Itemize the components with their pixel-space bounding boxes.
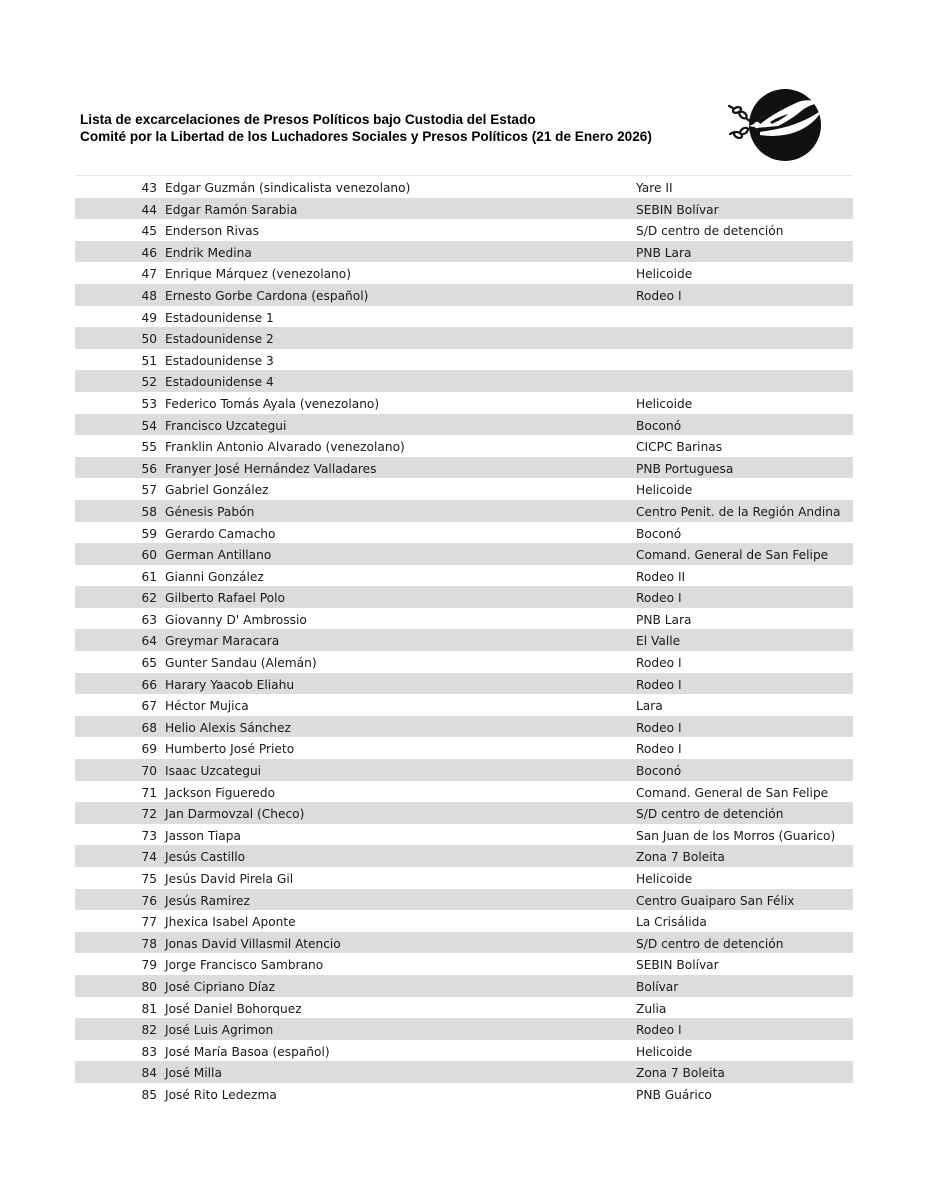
dove-broken-chain-logo-icon — [726, 88, 826, 162]
table-row — [75, 673, 853, 695]
table-row — [75, 370, 853, 392]
table-row — [75, 716, 853, 738]
row-number: 45 — [141, 224, 157, 239]
table-row — [75, 457, 853, 479]
document-header — [80, 111, 700, 145]
prisoner-name: Estadounidense 3 — [165, 353, 274, 368]
table-row — [75, 349, 853, 371]
detention-place: SEBIN Bolívar — [636, 958, 719, 973]
detention-place: Helicoide — [636, 872, 693, 886]
row-number: 66 — [141, 677, 157, 692]
table-row — [75, 759, 853, 781]
row-number: 57 — [141, 483, 157, 498]
table-row — [75, 932, 853, 954]
row-number: 81 — [141, 1001, 157, 1016]
detention-place: Comand. General de San Felipe — [636, 548, 829, 563]
row-number: 68 — [141, 720, 157, 735]
table-row — [75, 1061, 853, 1083]
row-number: 61 — [141, 569, 157, 584]
table-row — [75, 953, 853, 975]
detention-place: Rodeo II — [636, 569, 686, 584]
prisoner-name: Federico Tomás Ayala (venezolano) — [165, 396, 380, 411]
row-number: 82 — [141, 1023, 157, 1038]
prisoner-name: Franyer José Hernández Valladares — [165, 461, 377, 476]
row-number: 63 — [141, 612, 157, 627]
table-row — [75, 802, 853, 824]
prisoner-name: Gilberto Rafael Polo — [165, 591, 285, 606]
detention-place: Zona 7 Boleita — [636, 850, 725, 865]
detention-place: Helicoide — [636, 1044, 693, 1059]
detention-place: Zulia — [636, 1001, 667, 1016]
row-number: 65 — [141, 656, 157, 671]
prisoner-name: José María Basoa (español) — [165, 1044, 330, 1059]
row-number: 84 — [141, 1066, 157, 1081]
detention-place: Yare II — [636, 181, 673, 195]
row-number: 75 — [141, 872, 157, 886]
row-number: 83 — [141, 1044, 157, 1059]
detention-place: PNB Guárico — [636, 1087, 712, 1102]
prisoner-name: Gunter Sandau (Alemán) — [165, 656, 317, 671]
prisoner-name: Franklin Antonio Alvarado (venezolano) — [165, 440, 405, 455]
table-row — [75, 781, 853, 803]
detention-place: Lara — [636, 699, 663, 714]
detention-place: PNB Lara — [636, 612, 692, 627]
table-row — [75, 392, 853, 414]
prisoner-name: José Milla — [165, 1066, 222, 1081]
row-number: 72 — [141, 807, 157, 822]
detention-place: Rodeo I — [636, 1023, 682, 1038]
prisoner-name: Jan Darmovzal (Checo) — [165, 807, 305, 822]
table-row — [75, 435, 853, 457]
row-number: 52 — [141, 375, 157, 390]
prisoner-name: Helio Alexis Sánchez — [165, 720, 291, 735]
prisoner-name: Humberto José Prieto — [165, 742, 295, 757]
prisoner-name: Génesis Pabón — [165, 504, 255, 519]
document-subtitle: Comité por la Libertad de los Luchadores Sociales y Presos Políticos (21 de Enero 2026) — [80, 129, 652, 144]
row-number: 76 — [141, 893, 157, 908]
detention-place: Helicoide — [636, 396, 693, 411]
prisoner-table — [75, 176, 853, 1105]
detention-place: Rodeo I — [636, 591, 682, 606]
detention-place: Helicoide — [636, 267, 693, 282]
document-title: Lista de excarcelaciones de Presos Políticos bajo Custodia del Estado — [80, 112, 536, 127]
prisoner-name: Enderson Rivas — [165, 224, 259, 239]
prisoner-name: Estadounidense 4 — [165, 375, 274, 390]
prisoner-name: Jackson Figueredo — [165, 785, 276, 800]
detention-place: Boconó — [636, 764, 682, 779]
table-row — [75, 889, 853, 911]
prisoner-name: German Antillano — [165, 548, 272, 563]
row-number: 44 — [141, 202, 157, 217]
detention-place: Centro Penit. de la Región Andina — [636, 504, 841, 519]
table-row — [75, 500, 853, 522]
detention-place: Rodeo I — [636, 677, 682, 692]
table-row — [75, 306, 853, 328]
prisoner-name: Gerardo Camacho — [165, 526, 276, 541]
row-number: 58 — [141, 504, 157, 519]
prisoner-name: Jesús Ramirez — [165, 893, 250, 908]
row-number: 74 — [141, 850, 157, 865]
row-number: 64 — [141, 634, 157, 649]
prisoner-name: José Cipriano Díaz — [165, 979, 275, 994]
prisoner-name: Jesús David Pirela Gil — [165, 872, 294, 886]
table-row — [75, 997, 853, 1019]
table-row — [75, 910, 853, 932]
table-row — [75, 284, 853, 306]
row-number: 43 — [141, 181, 157, 195]
detention-place: Comand. General de San Felipe — [636, 785, 829, 800]
row-number: 71 — [141, 785, 157, 800]
table-row — [75, 629, 853, 651]
detention-place: Boconó — [636, 418, 682, 433]
table-row — [75, 737, 853, 759]
table-row — [75, 522, 853, 544]
table-row — [75, 262, 853, 284]
row-number: 56 — [141, 461, 157, 476]
table-row — [75, 586, 853, 608]
row-number: 47 — [141, 267, 157, 282]
detention-place: Zona 7 Boleita — [636, 1066, 725, 1081]
table-row — [75, 975, 853, 997]
detention-place: PNB Portuguesa — [636, 461, 734, 476]
row-number: 55 — [141, 440, 157, 455]
prisoner-name: Edgar Guzmán (sindicalista venezolano) — [165, 181, 411, 195]
row-number: 49 — [141, 310, 157, 325]
row-number: 59 — [141, 526, 157, 541]
table-row — [75, 1083, 853, 1105]
prisoner-name: Isaac Uzcategui — [165, 764, 262, 779]
detention-place: Helicoide — [636, 483, 693, 498]
table-row — [75, 565, 853, 587]
detention-place: Rodeo I — [636, 656, 682, 671]
table-row — [75, 651, 853, 673]
prisoner-name: Estadounidense 1 — [165, 310, 274, 325]
table-row — [75, 327, 853, 349]
prisoner-name: Harary Yaacob Eliahu — [165, 677, 295, 692]
row-number: 60 — [141, 548, 157, 563]
row-number: 77 — [141, 915, 157, 930]
prisoner-name: Gabriel González — [165, 483, 269, 498]
prisoner-name: José Rito Ledezma — [165, 1087, 277, 1102]
row-number: 67 — [141, 699, 157, 714]
prisoner-name: José Luis Agrimon — [165, 1023, 274, 1038]
prisoner-name: Ernesto Gorbe Cardona (español) — [165, 288, 369, 303]
table-row — [75, 241, 853, 263]
detention-place: S/D centro de detención — [636, 224, 784, 239]
prisoner-name: Jonas David Villasmil Atencio — [165, 936, 341, 951]
detention-place: Boconó — [636, 526, 682, 541]
detention-place: S/D centro de detención — [636, 807, 784, 822]
table-row — [75, 1018, 853, 1040]
detention-place: PNB Lara — [636, 245, 692, 260]
row-number: 62 — [141, 591, 157, 606]
row-number: 50 — [141, 332, 157, 347]
table-row — [75, 198, 853, 220]
table-row — [75, 414, 853, 436]
row-number: 46 — [141, 245, 157, 260]
prisoner-name: Giovanny D' Ambrossio — [165, 612, 307, 627]
table-row — [75, 694, 853, 716]
table-row — [75, 478, 853, 500]
prisoner-name: José Daniel Bohorquez — [165, 1001, 302, 1016]
table-row — [75, 867, 853, 889]
row-number: 70 — [141, 764, 157, 779]
prisoner-name: Edgar Ramón Sarabia — [165, 202, 298, 217]
row-number: 69 — [141, 742, 157, 757]
table-row — [75, 845, 853, 867]
detention-place: Rodeo I — [636, 742, 682, 757]
prisoner-name: Enrique Márquez (venezolano) — [165, 267, 351, 282]
detention-place: S/D centro de detención — [636, 936, 784, 951]
detention-place: Bolívar — [636, 979, 679, 994]
row-number: 78 — [141, 936, 157, 951]
prisoner-name: Francisco Uzcategui — [165, 418, 287, 433]
row-number: 73 — [141, 828, 157, 843]
row-number: 79 — [141, 958, 157, 973]
prisoner-name: Héctor Mujica — [165, 699, 249, 714]
table-row — [75, 543, 853, 565]
detention-place: Centro Guaiparo San Félix — [636, 893, 795, 908]
table-row — [75, 608, 853, 630]
prisoner-name: Jhexica Isabel Aponte — [165, 915, 296, 930]
detention-place: CICPC Barinas — [636, 440, 723, 455]
detention-place: San Juan de los Morros (Guarico) — [636, 828, 836, 843]
detention-place: El Valle — [636, 634, 681, 649]
detention-place: SEBIN Bolívar — [636, 202, 719, 217]
table-row — [75, 219, 853, 241]
prisoner-name: Gianni González — [165, 569, 264, 584]
detention-place: Rodeo I — [636, 720, 682, 735]
row-number: 48 — [141, 288, 157, 303]
prisoner-name: Greymar Maracara — [165, 634, 280, 649]
row-number: 53 — [141, 396, 157, 411]
table-row — [75, 176, 853, 198]
committee-logo — [726, 88, 826, 162]
prisoner-name: Estadounidense 2 — [165, 332, 274, 347]
row-number: 51 — [141, 353, 157, 368]
detention-place: Rodeo I — [636, 288, 682, 303]
detention-place: La Crisálida — [636, 915, 707, 930]
prisoner-name: Jesús Castillo — [165, 850, 246, 865]
row-number: 54 — [141, 418, 157, 433]
table-row — [75, 824, 853, 846]
prisoner-name: Jasson Tiapa — [165, 828, 241, 843]
prisoner-name: Jorge Francisco Sambrano — [165, 958, 324, 973]
table-row — [75, 1040, 853, 1062]
row-number: 85 — [141, 1087, 157, 1102]
row-number: 80 — [141, 979, 157, 994]
prisoner-name: Endrik Medina — [165, 245, 252, 260]
